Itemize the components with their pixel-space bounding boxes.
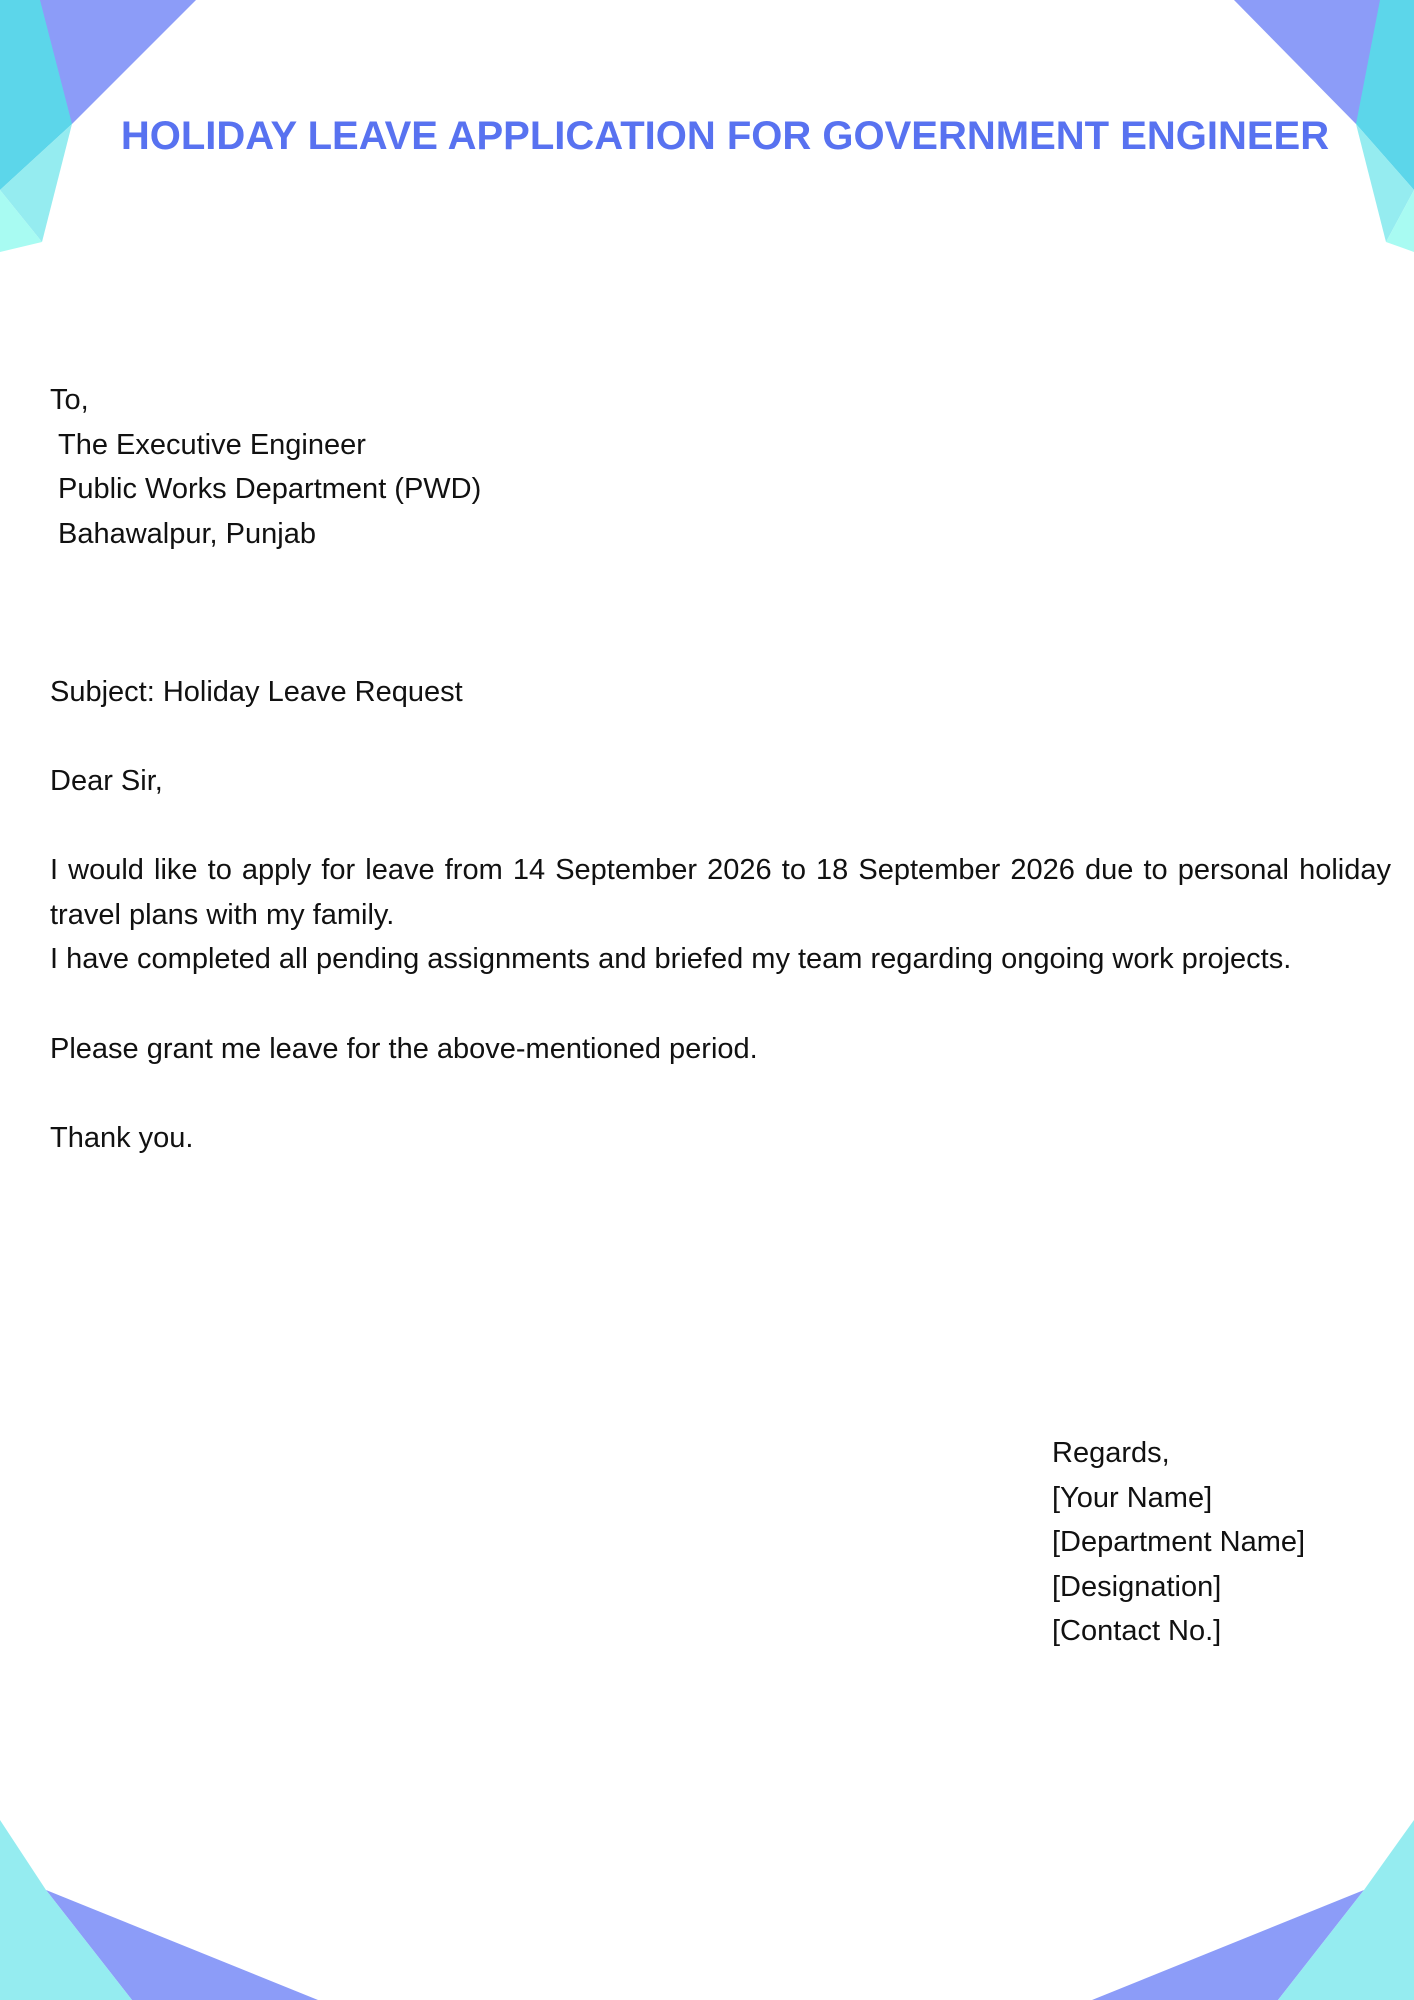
closing-thanks: Thank you. xyxy=(50,1122,194,1154)
corner-decoration-bottom-right xyxy=(1084,1820,1414,2000)
signature-designation: [Designation] xyxy=(1052,1570,1222,1603)
signature-department: [Department Name] xyxy=(1052,1526,1306,1558)
recipient-salutation: To, xyxy=(50,384,89,416)
recipient-location: Bahawalpur, Punjab xyxy=(58,517,316,550)
body-paragraph-work-handover: I have completed all pending assignments and briefed my team regarding ongoing work projects. xyxy=(50,943,1292,975)
body-paragraph-leave-dates: I would like to apply for leave from 14 September 2026 to 18 September 2026 due to personal holiday travel plans with my family. xyxy=(50,854,1391,931)
greeting: Dear Sir, xyxy=(50,765,163,797)
subject-line: Subject: Holiday Leave Request xyxy=(50,676,463,708)
document-title: HOLIDAY LEAVE APPLICATION FOR GOVERNMENT ENGINEER xyxy=(120,114,1330,158)
signature-closing: Regards, xyxy=(1052,1437,1170,1469)
signature-contact: [Contact No.] xyxy=(1052,1615,1222,1647)
body-paragraph-request: Please grant me leave for the above-mentioned period. xyxy=(50,1033,758,1065)
signature-block xyxy=(1052,1431,1305,1654)
corner-decoration-bottom-left xyxy=(0,1820,330,2000)
recipient-department: Public Works Department (PWD) xyxy=(58,473,482,505)
recipient-designation: The Executive Engineer xyxy=(58,428,366,461)
signature-name: [Your Name] xyxy=(1052,1481,1213,1514)
recipient-address-block xyxy=(50,378,481,556)
